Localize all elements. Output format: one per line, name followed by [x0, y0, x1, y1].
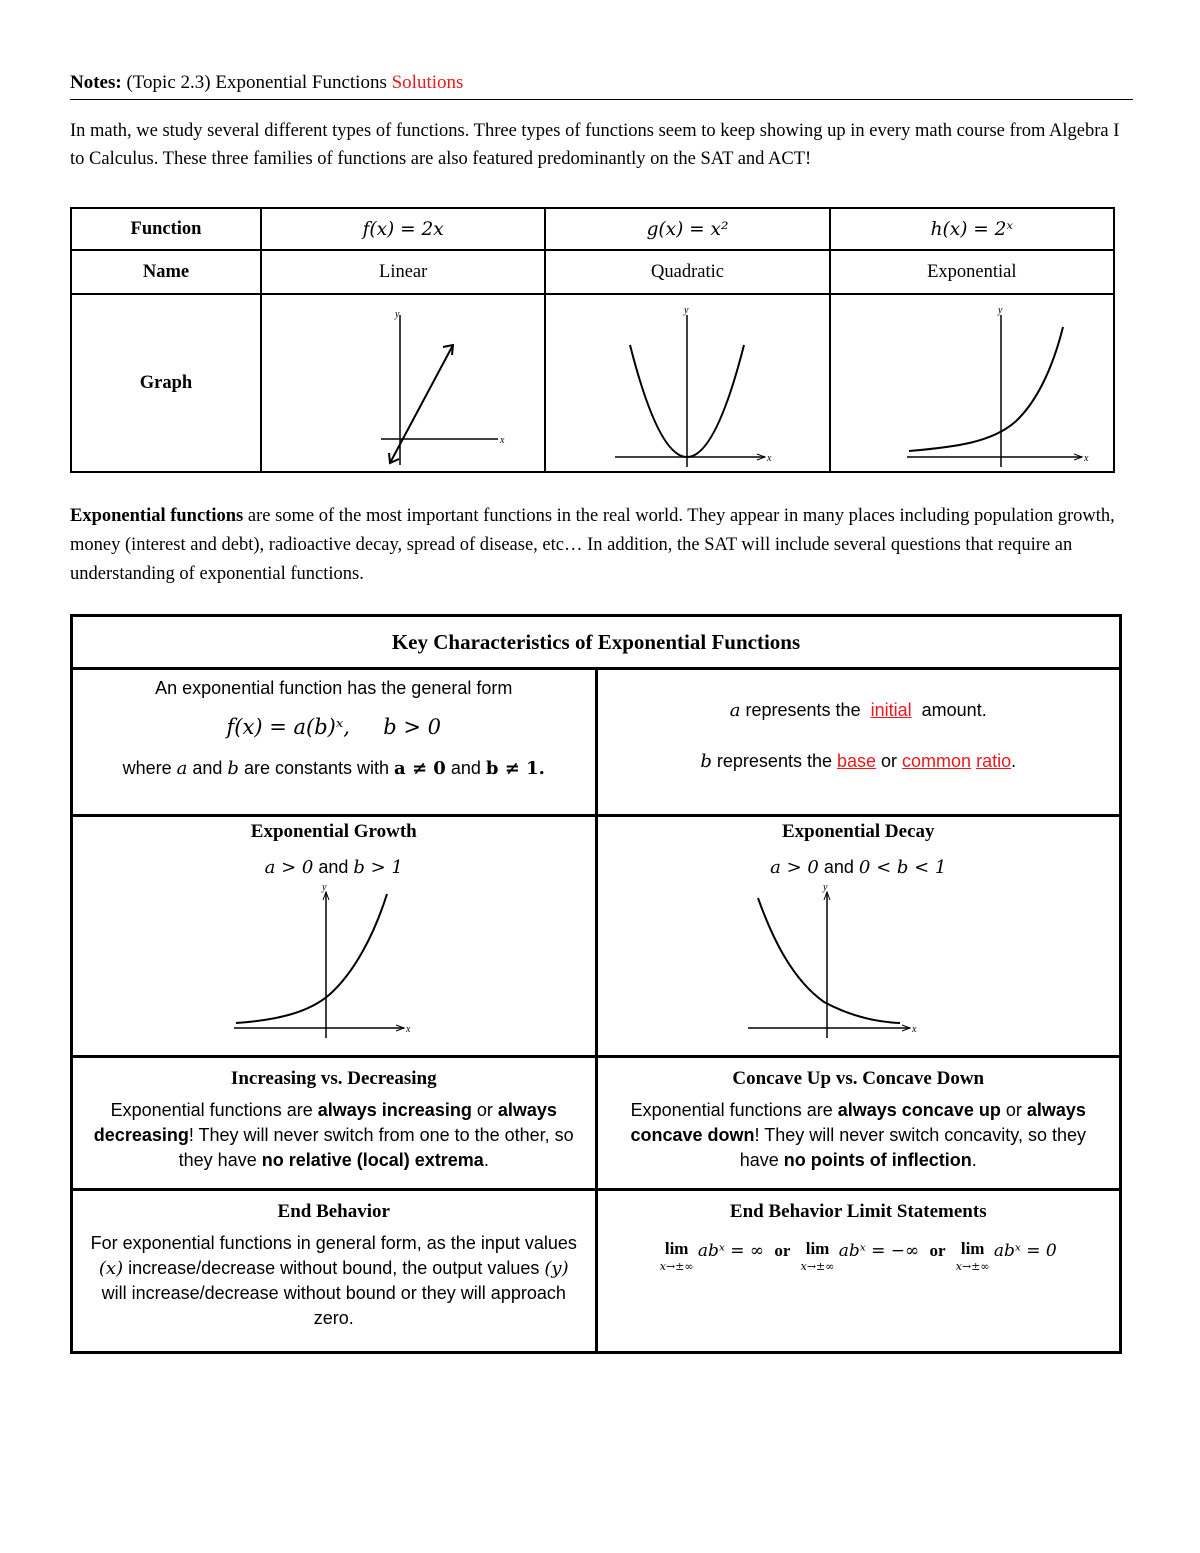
- linear-graph: [303, 297, 503, 469]
- row-label-name: Name: [71, 250, 261, 294]
- y-axis-label: y: [997, 305, 1003, 316]
- limit-3-expr: abˣ = 0: [993, 1241, 1057, 1261]
- ratio-answer: ratio: [976, 751, 1012, 771]
- limit-1-expr: abˣ = ∞: [697, 1241, 765, 1261]
- limits-title: End Behavior Limit Statements: [729, 1201, 987, 1222]
- linear-formula: f(x) = 2x: [261, 208, 545, 250]
- exponential-graph-cell: [830, 294, 1114, 472]
- initial-answer: initial: [870, 700, 912, 720]
- intro-paragraph: In math, we study several different types of functions. Three types of functions seem to keep showing up in every math course from Algebra I to Calculus. These three families of functions are also featured predominantly on the SAT and ACT!: [70, 121, 1120, 169]
- base-answer: base: [836, 751, 877, 771]
- limits-cell: [596, 1190, 1121, 1353]
- y-axis-label: y: [684, 305, 689, 316]
- a-represents: a represents the initial amount.: [729, 700, 987, 721]
- constants-note: where a and b are constants with a ≠ 0 and b ≠ 1.: [122, 758, 545, 779]
- exponential-name: Exponential: [830, 250, 1114, 294]
- concavity-cell: [596, 1057, 1121, 1190]
- solutions-label: Solutions: [391, 72, 464, 93]
- inc-dec-text: Exponential functions are always increasing or always decreasing! They will never switch from one to the other, so they have no relative (local) extrema.: [93, 1100, 574, 1170]
- end-behavior-text: For exponential functions in general form, as the input values (x) increase/decrease without bound, the output values (y) will increase/decrease without bound or they will approach zero.: [90, 1233, 577, 1328]
- inc-dec-cell: [72, 1057, 597, 1190]
- y-axis-label: y: [823, 882, 828, 893]
- header-rule: [70, 99, 1133, 100]
- decay-cell: [596, 816, 1121, 1057]
- key-characteristics-table: [70, 614, 1122, 1354]
- notes-label: Notes:: [70, 72, 122, 93]
- x-axis-label: x: [500, 435, 505, 446]
- quadratic-name: Quadratic: [545, 250, 829, 294]
- exponential-intro-paragraph: [70, 502, 1130, 589]
- growth-graph: [234, 880, 434, 1040]
- growth-cell: [72, 816, 597, 1057]
- concavity-title: Concave Up vs. Concave Down: [732, 1068, 985, 1089]
- base-condition: b > 0: [383, 715, 441, 739]
- decay-graph: [758, 880, 958, 1040]
- general-form-equation: [73, 715, 595, 740]
- general-formula: f(x) = a(b)ˣ,: [226, 715, 350, 739]
- exp-intro-rest: are some of the most important functions in the real world. They appear in many places including population growth, money (interest and debt), radioactive decay, spread of disease, etc… In addition, the SAT will include several questions that require an understanding of exponential functions.: [70, 506, 1115, 584]
- x-axis-label: x: [912, 1024, 917, 1035]
- function-comparison-table: [70, 207, 1115, 473]
- inc-dec-title: Increasing vs. Decreasing: [230, 1068, 437, 1089]
- end-behavior-title: End Behavior: [277, 1201, 390, 1222]
- limit-2-expr: abˣ = −∞: [838, 1241, 920, 1261]
- row-label-function: Function: [71, 208, 261, 250]
- x-axis-label: x: [405, 1024, 411, 1035]
- exponential-formula: h(x) = 2ˣ: [830, 208, 1114, 250]
- concavity-text: Exponential functions are always concave up or always concave down! They will never switch concavity, so they have no points of inflection.: [630, 1100, 1086, 1170]
- exponential-graph: [857, 297, 1087, 469]
- x-axis-label: x: [1083, 453, 1089, 464]
- end-behavior-cell: [72, 1190, 597, 1353]
- key-characteristics-title: Key Characteristics of Exponential Functions: [72, 616, 1121, 669]
- limit-3: lim x→±∞: [955, 1239, 990, 1273]
- y-axis-label: y: [395, 309, 400, 320]
- limit-statements: lim x→±∞ abˣ = ∞ or lim x→±∞ abˣ = −∞ or lim x→±∞ abˣ = 0: [659, 1239, 1057, 1273]
- limit-2: lim x→±∞: [800, 1239, 835, 1273]
- growth-title: Exponential Growth: [250, 821, 417, 842]
- b-represents: b represents the base or common ratio.: [700, 751, 1017, 772]
- quadratic-graph-cell: [545, 294, 829, 472]
- limit-1: lim x→±∞: [659, 1239, 694, 1273]
- decay-conditions: a > 0 and 0 < b < 1: [770, 857, 947, 878]
- x-axis-label: x: [767, 453, 772, 464]
- page-header: [70, 72, 463, 94]
- decay-title: Exponential Decay: [781, 821, 935, 842]
- linear-name: Linear: [261, 250, 545, 294]
- topic-title: (Topic 2.3) Exponential Functions: [126, 72, 387, 93]
- row-label-graph: Graph: [71, 294, 261, 472]
- quadratic-graph: [587, 297, 787, 469]
- general-form-lead: An exponential function has the general form: [155, 678, 513, 698]
- y-axis-label: y: [321, 882, 327, 893]
- quadratic-formula: g(x) = x²: [545, 208, 829, 250]
- general-form-cell: [72, 669, 597, 816]
- exp-intro-bold: Exponential functions: [70, 506, 244, 526]
- common-answer: common: [902, 751, 972, 771]
- linear-graph-cell: [261, 294, 545, 472]
- growth-conditions: a > 0 and b > 1: [264, 857, 403, 878]
- represents-cell: [596, 669, 1121, 816]
